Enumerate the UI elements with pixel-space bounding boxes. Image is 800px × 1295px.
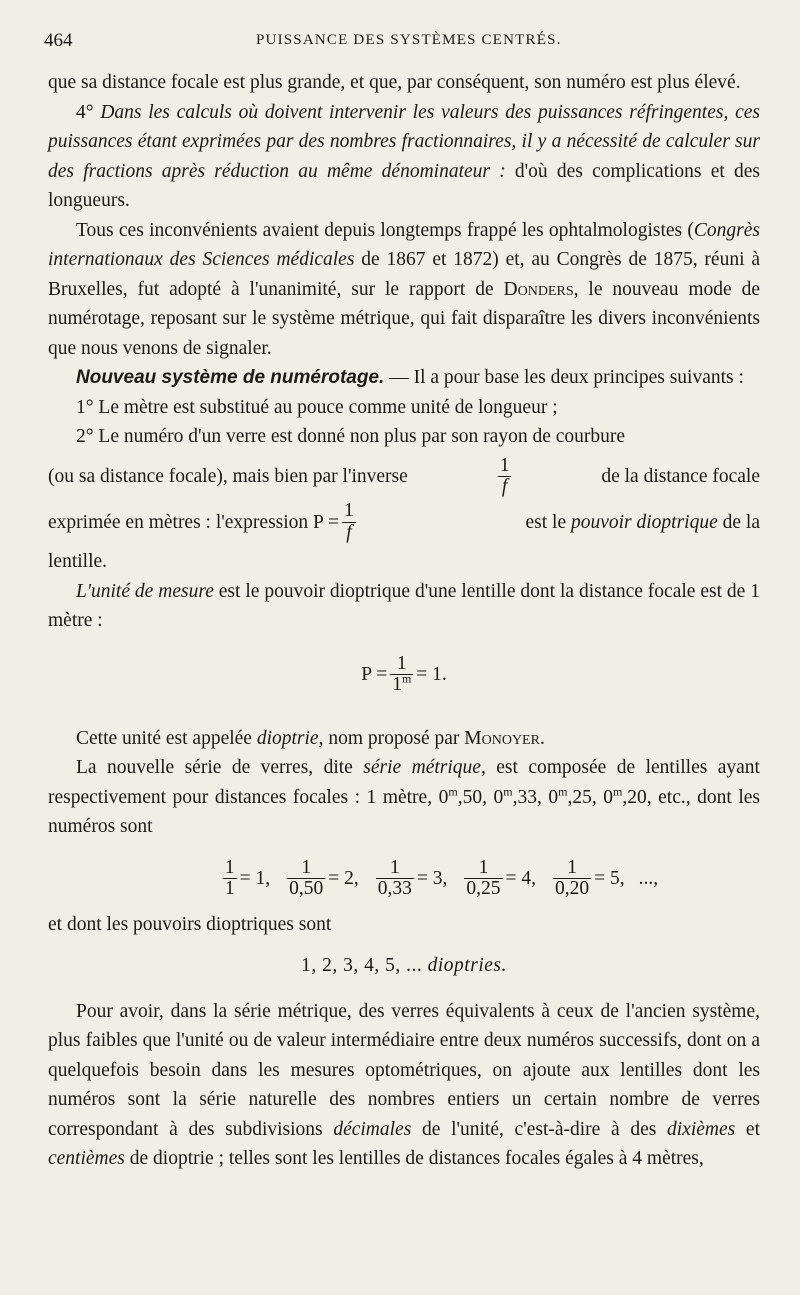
rule-2-line-2 — [48, 456, 760, 498]
page-number: 464 — [44, 30, 73, 51]
dioptrie-term: dioptrie — [256, 727, 319, 749]
p3-italic: Congrès internationaux des Sciences médicales — [48, 219, 760, 270]
p9-b: de l'unité, c'est-à-dire à des — [411, 1118, 667, 1140]
metre-sup-2: m — [503, 784, 513, 799]
unite-de-mesure-term: L'unité de mesure — [76, 580, 214, 602]
series-item — [220, 858, 270, 900]
series-numerator: 1 — [287, 858, 325, 879]
rule-2-d: exprimée en mètres : l'expression P = — [48, 511, 340, 533]
p7-e: ,25, 0 — [567, 786, 613, 808]
fraction-denominator — [390, 671, 413, 696]
paragraph-2 — [48, 98, 760, 216]
rule-2-definition — [525, 508, 760, 538]
serie-metrique-term: série métrique — [363, 757, 481, 779]
series-item — [461, 858, 536, 900]
series-numerator: 1 — [553, 858, 591, 879]
eq1-left: P = — [361, 664, 388, 686]
rule-1 — [48, 393, 760, 423]
p7-c: ,50, 0 — [457, 786, 504, 808]
denominator-value: 1 — [392, 674, 402, 696]
series-result: = 3, — [416, 868, 448, 890]
metre-sup-3: m — [558, 784, 568, 799]
series-denominator: 0,50 — [289, 878, 324, 900]
p1-text: que sa distance focale est plus grande, et que, par conséquent, son numéro est plus élevé. — [48, 72, 741, 93]
pouvoir-dioptrique-term: pouvoir dioptrique — [570, 511, 718, 533]
dixiemes-term: dixièmes — [667, 1118, 736, 1140]
paragraph-6 — [48, 724, 760, 754]
equation-unit — [48, 654, 760, 696]
decimales-term: décimales — [333, 1118, 412, 1140]
p5-text: est le pouvoir dioptrique d'une lentille dont la distance focale est de 1 mètre : — [48, 580, 761, 632]
section-heading-paragraph — [48, 363, 760, 393]
series-denominator: 1 — [224, 878, 235, 900]
p2-lead: 4° — [76, 101, 101, 123]
paragraph-5 — [48, 577, 760, 636]
dioptries-numbers: 1, 2, 3, 4, 5, ... — [301, 955, 428, 977]
series-item — [550, 858, 625, 900]
p3-c: , le nouveau mode de numérotage, reposant sur le système métrique, qui fait disparaître les divers inconvénients que nous venons de signaler. — [48, 278, 760, 359]
rule-2-line-4 — [48, 547, 760, 577]
series-result: = 2, — [328, 868, 359, 890]
fraction-numerator: 1 — [344, 500, 354, 522]
paragraph-8 — [48, 910, 760, 940]
author-monoyer: Monoyer — [464, 727, 540, 749]
series-fraction — [223, 858, 237, 900]
p7-d: ,33, 0 — [512, 786, 559, 808]
series-numerator: 1 — [376, 858, 414, 879]
p8-text: et dont les pouvoirs dioptriques sont — [48, 913, 332, 935]
series-fraction — [376, 858, 414, 900]
series-numerator: 1 — [224, 856, 235, 878]
p2-italic: Dans les calculs où doivent intervenir les valeurs des puissances réfringentes, ces puissances étant exprimées par des nombres fractionnaires, il y a nécessité de calculer sur des fractions après réduction au même dénominateur : — [48, 101, 760, 182]
author-donders: Donders — [503, 278, 574, 300]
paragraph-7 — [48, 753, 760, 842]
p7-a: La nouvelle série de verres, dite — [76, 757, 364, 779]
series-fraction — [464, 858, 502, 900]
fraction-inverse-f — [498, 456, 512, 498]
p3-b: de 1867 et 1872) et, au Congrès de 1875, réuni à Bruxelles, fut adopté à l'unanimité, sur le rapport de — [48, 249, 760, 300]
series-fraction — [553, 858, 591, 900]
fraction-numerator: 1 — [390, 654, 413, 675]
p9-c: et — [735, 1118, 760, 1140]
p9-a: Pour avoir, dans la série métrique, des verres équivalents à ceux de l'ancien système, plus faibles que l'unité ou de valeur intermédiaire entre deux numéros successifs, dont on a quelquefois besoin dans les mesures optométriques, on ajoute aux lentilles dont les numéros sont la série naturelle des nombres entiers un certain nombre de verres correspondant à des subdivisions — [48, 1000, 760, 1140]
rule-2-expression — [48, 501, 359, 543]
rule-2-f: de la — [717, 511, 760, 533]
paragraph-3 — [48, 216, 760, 364]
dioptries-word: dioptries. — [427, 955, 507, 977]
series-result: = 5, — [594, 868, 625, 890]
p3-a: Tous ces inconvénients avaient depuis longtemps frappé les ophtalmologistes ( — [76, 219, 694, 241]
p7-b: , est composée de lentilles ayant respectivement pour distances focales : 1 mètre, 0 — [48, 757, 760, 808]
series-result: = 1, — [239, 868, 271, 890]
series-denominator: 0,33 — [377, 878, 412, 900]
series-item — [284, 858, 359, 900]
rule-2-g: lentille. — [48, 551, 108, 573]
rule-2-a: 2° Le numéro d'un verre est donné non plus par son rayon de courbure — [76, 426, 626, 447]
series-denominator: 0,20 — [555, 878, 590, 900]
rule-2-e: est le — [525, 511, 571, 533]
p4-text: — Il a pour base les deux principes suivants : — [384, 367, 744, 388]
fraction-denominator: f — [501, 475, 508, 497]
metre-superscript: m — [401, 671, 412, 686]
series-fraction — [287, 858, 325, 900]
rule-2-line-3 — [48, 501, 760, 543]
series-ellipsis: ..., — [638, 868, 659, 890]
fraction-denominator: f — [346, 521, 352, 543]
p9-d: de dioptrie ; telles sont les lentilles de distances focales égales à 4 mètres, — [124, 1148, 704, 1170]
paragraph-1 — [48, 68, 760, 98]
running-title: PUISSANCE DES SYSTÈMES CENTRÉS. — [256, 32, 562, 48]
p2-tail: d'où des complications et des longueurs. — [48, 160, 760, 211]
paragraph-9 — [48, 997, 760, 1174]
rule-1-text: 1° Le mètre est substitué au pouce comme unité de longueur ; — [76, 396, 558, 418]
metre-sup-4: m — [613, 784, 623, 799]
fraction-numerator: 1 — [499, 454, 510, 476]
rule-2-c: de la distance focale — [601, 465, 760, 487]
p7-f: ,20, etc., dont les numéros sont — [48, 786, 760, 838]
rule-2-line-1 — [48, 422, 760, 452]
page-header — [44, 30, 756, 54]
series-result: = 4, — [505, 868, 536, 890]
series-denominator: 0,25 — [466, 878, 501, 900]
fraction-p — [342, 501, 356, 543]
metre-sup-1: m — [448, 784, 458, 799]
series-item — [373, 858, 448, 900]
eq1-right: = 1. — [416, 664, 447, 686]
series-numerator: 1 — [464, 858, 502, 879]
page-body — [48, 68, 760, 1174]
dioptries-line — [48, 951, 760, 981]
p6-b: , nom proposé par — [318, 727, 465, 749]
section-heading: Nouveau système de numérotage. — [76, 367, 385, 388]
centiemes-term: centièmes — [48, 1148, 125, 1170]
numbers-series — [118, 858, 760, 900]
fraction-one-over-one-metre — [390, 654, 413, 696]
p6-c: . — [539, 727, 545, 749]
p6-a: Cette unité est appelée — [76, 727, 257, 749]
rule-2-b: (ou sa distance focale), mais bien par l'inverse — [48, 465, 408, 487]
